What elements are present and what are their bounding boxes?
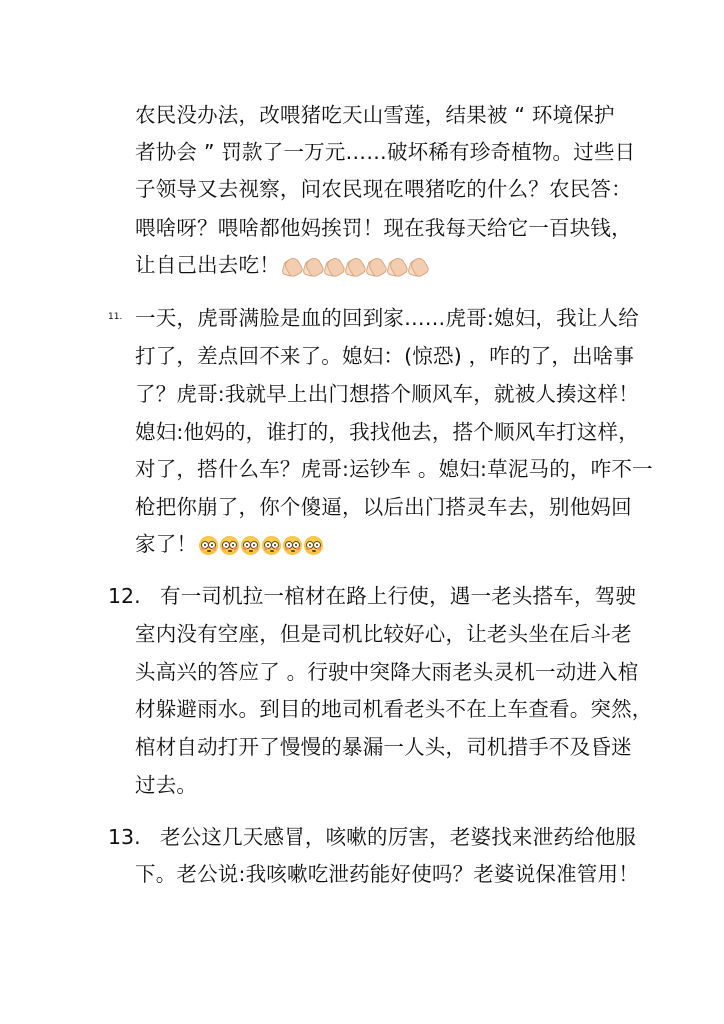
paragraph-11-line-5: 对了，搭什么车？虎哥:运钞车 。媳妇:草泥马的，咋不一 [135,457,653,481]
paragraph-13-number: 13. [108,825,141,849]
clapping-hands-icon [387,256,407,276]
paragraph-12-line-6: 过去。 [135,773,198,797]
flushed-face-emoji-row [199,533,325,557]
clapping-hands-icon [303,256,323,276]
clapping-hands-icon [408,256,428,276]
paragraph-10-line-1: 农民没办法，改喂猪吃天山雪莲，结果被 “ 环境保护 [135,103,615,127]
flushed-face-icon [199,536,218,555]
paragraph-12-line-4: 材躲避雨水。到目的地司机看老头不在上车查看。突然， [135,697,653,721]
paragraph-11-line-7: 家了！ [135,532,198,556]
paragraph-12-line-5: 棺材自动打开了慢慢的暴漏一人头，司机措手不及昏迷 [135,735,632,759]
paragraph-11-line-7-wrap [135,532,325,557]
paragraph-12-line-3: 头高兴的答应了 。行驶中突降大雨老头灵机一动进入棺 [135,660,639,684]
clapping-hands-icon [366,256,386,276]
paragraph-10-line-5: 让自己出去吃！ [135,253,280,277]
paragraph-12-line-2: 室内没有空座，但是司机比较好心，让老头坐在后斗老 [135,622,632,646]
paragraph-11-line-2: 打了，差点回不来了。媳妇：(惊恐) ，咋的了，出啥事 [135,344,635,368]
paragraph-10-line-4: 喂啥呀？喂啥都他妈挨罚！现在我每天给它一百块钱， [135,216,632,240]
paragraph-11-line-3: 了？虎哥:我就早上出门想搭个顺风车，就被人揍这样！ [135,382,639,406]
flushed-face-icon [262,536,281,555]
paragraph-11-line-6: 枪把你崩了，你个傻逼，以后出门搭灵车去，别他妈回 [135,495,632,519]
flushed-face-icon [304,536,323,555]
paragraph-10-line-5-wrap [135,253,429,278]
paragraph-13-line-2: 下。老公说:我咳嗽吃泄药能好使吗？老婆说保准管用！ [135,862,639,886]
paragraph-11-line-4: 媳妇:他妈的，谁打的，我找他去，搭个顺风车打这样， [135,420,639,444]
paragraph-11-line-1: 一天，虎哥满脸是血的回到家……虎哥:媳妇，我让人给 [135,306,639,330]
flushed-face-icon [283,536,302,555]
clapping-hands-icon [282,256,302,276]
paragraph-10-line-3: 子领导又去视察，问农民现在喂猪吃的什么？农民答： [135,177,632,201]
flushed-face-icon [220,536,239,555]
clapping-hands-icon [345,256,365,276]
clapping-hands-icon [324,256,344,276]
paragraph-10-line-2: 者协会 ” 罚款了一万元……破坏稀有珍奇植物。过些日 [135,140,636,164]
paragraph-11-number: 11. [108,312,123,322]
clapping-hands-emoji-row [282,254,429,278]
paragraph-12-number: 12. [108,584,141,608]
flushed-face-icon [241,536,260,555]
paragraph-13-line-1: 老公这几天感冒，咳嗽的厉害，老婆找来泄药给他服 [160,825,637,849]
paragraph-12-line-1: 有一司机拉一棺材在路上行使，遇一老头搭车，驾驶 [160,584,637,608]
